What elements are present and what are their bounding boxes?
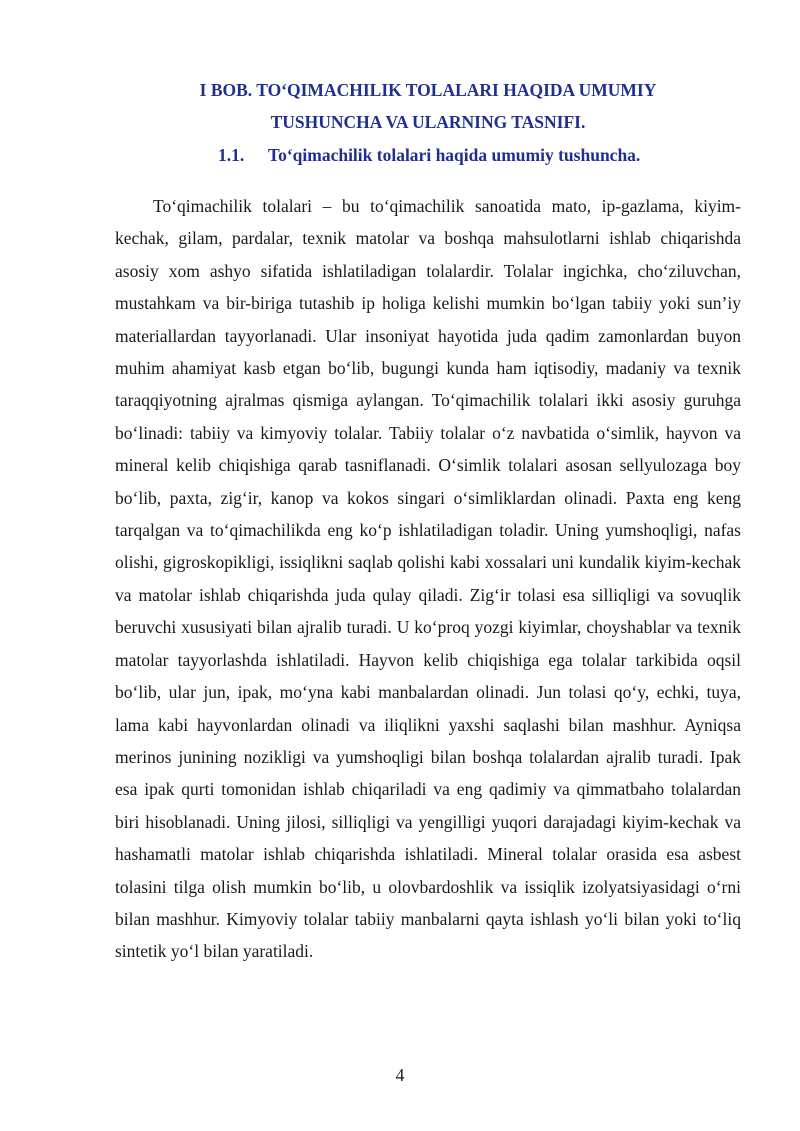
chapter-title-line-2: TUSHUNCHA VA ULARNING TASNIFI. [270,112,586,132]
section-number: 1.1. [218,145,245,165]
chapter-title-line-1: I BOB. TO‘QIMACHILIK TOLALARI HAQIDA UMUMIY [199,80,657,100]
page-number: 4 [395,1065,405,1085]
chapter-title [115,74,741,138]
body-paragraph: To‘qimachilik tolalari – bu to‘qimachilik sanoatida mato, ip-gazlama, kiyim-kechak, gilam, pardalar, texnik matolar va boshqa mahsulotlarni ishlab chiqarishda asosiy xom ashyo sifatida ishlatiladigan tolalardir. Tolalar ingichka, cho‘ziluvchan, mustahkam va bir-biriga tutashib ip holiga kelishi mumkin bo‘lgan tabiiy yoki sun’iy materiallardan tayyorlanadi. Ular insoniyat hayotida juda qadim zamonlardan buyon muhim ahamiyat kasb etgan bo‘lib, bugungi kunda ham iqtisodiy, madaniy va texnik taraqqiyotning ajralmas qismiga aylangan. To‘qimachilik tolalari ikki asosiy guruhga bo‘linadi: tabiiy va kimyoviy tolalar. Tabiiy tolalar o‘z navbatida o‘simlik, hayvon va mineral kelib chiqishiga qarab tasniflanadi. O‘simlik tolalari asosan sellyulozaga boy bo‘lib, paxta, zig‘ir, kanop va kokos singari o‘simliklardan olinadi. Paxta eng keng tarqalgan va to‘qimachilikda eng ko‘p ishlatiladigan toladir. Uning yumshoqligi, nafas olishi, gigroskopikligi, issiqlikni saqlab qolishi kabi xossalari uni kundalik kiyim-kechak va matolar ishlab chiqarishda juda qulay qiladi. Zig‘ir tolasi esa silliqligi va sovuqlik beruvchi xususiyati bilan ajralib turadi. U ko‘proq yozgi kiyimlar, choyshablar va texnik matolar tayyorlashda ishlatiladi. Hayvon kelib chiqishiga ega tolalar tarkibida oqsil bo‘lib, ular jun, ipak, mo‘yna kabi manbalardan olinadi. Jun tolasi qo‘y, echki, tuya, lama kabi hayvonlardan olinadi va iliqlikni yaxshi saqlashi bilan mashhur. Ayniqsa merinos junining nozikligi va yumshoqligi bilan boshqa tolalardan ajralib turadi. Ipak esa ipak qurti tomonidan ishlab chiqariladi va eng qadimiy va qimmatbaho tolalardan biri hisoblanadi. Uning jilosi, silliqligi va yengilligi yuqori darajadagi kiyim-kechak va hashamatli matolar ishlab chiqarishda ishlatiladi. Mineral tolalar orasida esa asbest tolasini tilga olish mumkin bo‘lib, u olovbardoshlik va issiqlik izolyatsiyasidagi o‘rni bilan mashhur. Kimyoviy tolalar tabiiy manbalarni qayta ishlash yo‘li bilan yoki to‘liq sintetik yo‘l bilan yaratiladi. [115,196,741,962]
section-heading [218,142,640,168]
section-title: To‘qimachilik tolalari haqida umumiy tushuncha. [268,145,641,165]
